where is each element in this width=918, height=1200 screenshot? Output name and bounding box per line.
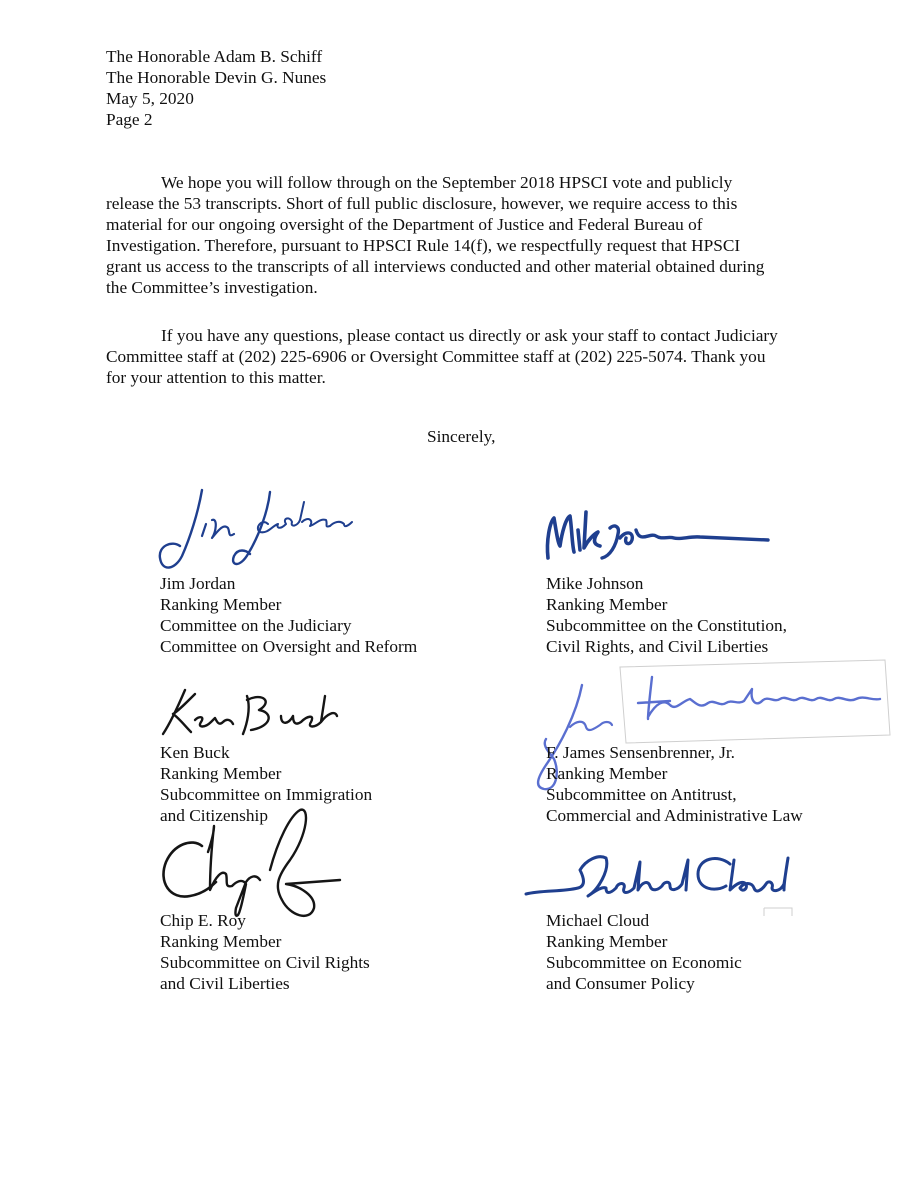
signatory-title: Ranking Member bbox=[160, 764, 282, 783]
paragraph-line: grant us access to the transcripts of all interviews conducted and other material obtained during bbox=[106, 257, 765, 276]
signature-mike-johnson bbox=[540, 500, 770, 570]
paragraph-line: release the 53 transcripts. Short of full public disclosure, however, we require access to this bbox=[106, 194, 738, 213]
signature-ken-buck bbox=[155, 682, 355, 742]
signatory-committee: and Citizenship bbox=[160, 806, 268, 825]
paragraph-line: We hope you will follow through on the September 2018 HPSCI vote and publicly bbox=[161, 173, 733, 192]
signatory-jim-sensenbrenner bbox=[546, 742, 803, 826]
paragraph-line: material for our ongoing oversight of the Department of Justice and Federal Bureau of bbox=[106, 215, 703, 234]
signatory-name: F. James Sensenbrenner, Jr. bbox=[546, 743, 735, 762]
signatory-committee: Subcommittee on the Constitution, bbox=[546, 616, 787, 635]
paragraph-line: Investigation. Therefore, pursuant to HPSCI Rule 14(f), we respectfully request that HPSCI bbox=[106, 236, 741, 255]
signatory-mike-johnson bbox=[546, 573, 787, 657]
signatory-name: Ken Buck bbox=[160, 743, 230, 762]
signatory-committee: Committee on the Judiciary bbox=[160, 616, 352, 635]
signatory-title: Ranking Member bbox=[546, 595, 668, 614]
signatory-committee: Civil Rights, and Civil Liberties bbox=[546, 637, 769, 656]
letter-header bbox=[106, 46, 326, 130]
signatory-committee: Subcommittee on Antitrust, bbox=[546, 785, 737, 804]
signatory-title: Ranking Member bbox=[546, 932, 668, 951]
signatory-name: Mike Johnson bbox=[546, 574, 644, 593]
body-paragraph-1 bbox=[106, 172, 806, 298]
signatory-title: Ranking Member bbox=[160, 932, 282, 951]
signatory-name: Michael Cloud bbox=[546, 911, 650, 930]
paragraph-line: the Committee’s investigation. bbox=[106, 278, 318, 297]
recipient-line-1: The Honorable Adam B. Schiff bbox=[106, 47, 323, 66]
signatory-committee: Subcommittee on Economic bbox=[546, 953, 742, 972]
signatory-committee: Subcommittee on Immigration bbox=[160, 785, 373, 804]
signatory-committee: Subcommittee on Civil Rights bbox=[160, 953, 370, 972]
recipient-line-2: The Honorable Devin G. Nunes bbox=[106, 68, 327, 87]
signatory-title: Ranking Member bbox=[160, 595, 282, 614]
signatory-committee: and Consumer Policy bbox=[546, 974, 695, 993]
signature-michael-cloud bbox=[522, 840, 802, 920]
letter-date: May 5, 2020 bbox=[106, 89, 194, 108]
signatory-chip-roy bbox=[160, 910, 370, 994]
page-number: Page 2 bbox=[106, 110, 153, 129]
signatory-michael-cloud bbox=[546, 910, 742, 994]
signature-jim-jordan bbox=[150, 468, 365, 588]
paragraph-line: If you have any questions, please contact us directly or ask your staff to contact Judiciary bbox=[161, 326, 778, 345]
signatory-title: Ranking Member bbox=[546, 764, 668, 783]
paragraph-line: for your attention to this matter. bbox=[106, 368, 326, 387]
signatory-committee: and Civil Liberties bbox=[160, 974, 290, 993]
signatory-jim-jordan bbox=[160, 573, 417, 657]
closing-salutation: Sincerely, bbox=[427, 427, 496, 446]
paragraph-line: Committee staff at (202) 225-6906 or Oversight Committee staff at (202) 225-5074. Thank you bbox=[106, 347, 766, 366]
signatory-name: Chip E. Roy bbox=[160, 911, 246, 930]
body-paragraph-2 bbox=[106, 325, 806, 388]
signatory-committee: Committee on Oversight and Reform bbox=[160, 637, 418, 656]
signatory-committee: Commercial and Administrative Law bbox=[546, 806, 803, 825]
signatory-name: Jim Jordan bbox=[160, 574, 236, 593]
